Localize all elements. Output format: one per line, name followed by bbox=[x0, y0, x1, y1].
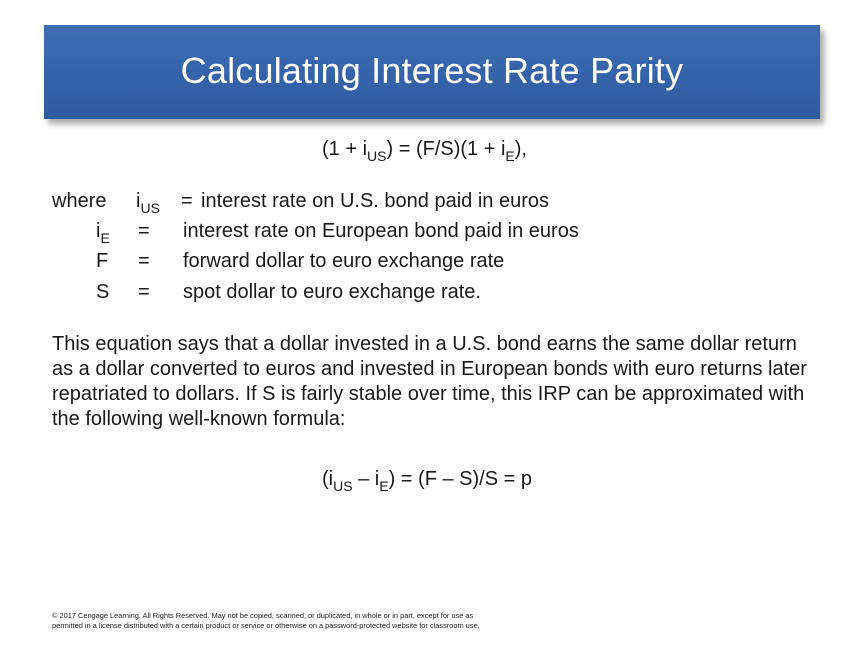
explanation-paragraph: This equation says that a dollar invested in a U.S. bond earns the same dollar return as a dollar converted to euros and invested in European bonds with euro returns later repatriated to dollars. If S is fairly stable over time, this IRP can be approximated with the following well-known formula: bbox=[52, 333, 807, 430]
equals-sign: = bbox=[138, 281, 150, 303]
equals-sign: = bbox=[138, 250, 150, 272]
definition-row-s bbox=[52, 281, 752, 309]
symbol-f: F bbox=[96, 250, 109, 272]
copyright-line-1: © 2017 Cengage Learning. All Rights Reserved. May not be copied, scanned, or duplicated, in whole or in part, except for use as bbox=[52, 611, 474, 620]
equals-sign: = bbox=[181, 190, 193, 212]
eq1-part1: (1 + i bbox=[322, 138, 368, 160]
symbol-ie: $i_E$ bbox=[96, 220, 110, 246]
eq2-part2: – i bbox=[352, 468, 380, 490]
definition-row-ie bbox=[52, 220, 752, 248]
definition-text: spot dollar to euro exchange rate. bbox=[183, 281, 481, 303]
approx-irp-formula bbox=[322, 468, 532, 494]
eq1-sub-e: E bbox=[505, 148, 515, 164]
irp-equation bbox=[322, 138, 527, 164]
eq1-part2: ) = (F/S)(1 + i bbox=[386, 138, 506, 160]
definitions-block bbox=[52, 190, 752, 310]
definition-text: forward dollar to euro exchange rate bbox=[183, 250, 505, 272]
equals-sign: = bbox=[138, 220, 150, 242]
definition-row-f bbox=[52, 250, 752, 278]
eq2-part1: (i bbox=[322, 468, 334, 490]
definition-text: interest rate on European bond paid in euros bbox=[183, 220, 579, 242]
symbol-s: S bbox=[96, 281, 110, 303]
definition-row-ius bbox=[52, 190, 752, 218]
eq1-part3: ), bbox=[514, 138, 527, 160]
slide-title: Calculating Interest Rate Parity bbox=[180, 50, 684, 91]
eq2-sub-us: US bbox=[333, 478, 353, 494]
copyright-footer bbox=[52, 611, 652, 631]
symbol-ius: $i_{US}$ bbox=[136, 190, 160, 216]
where-label: where bbox=[52, 190, 107, 212]
definition-text: interest rate on U.S. bond paid in euros bbox=[201, 190, 549, 212]
copyright-line-2: permitted in a license distributed with a certain product or service or otherwise on a password-protected website for classroom use. bbox=[52, 621, 480, 630]
title-banner bbox=[44, 25, 820, 119]
eq2-sub-e: E bbox=[379, 478, 389, 494]
eq1-sub-us: US bbox=[367, 148, 387, 164]
eq2-part3: ) = (F – S)/S = p bbox=[388, 468, 532, 490]
